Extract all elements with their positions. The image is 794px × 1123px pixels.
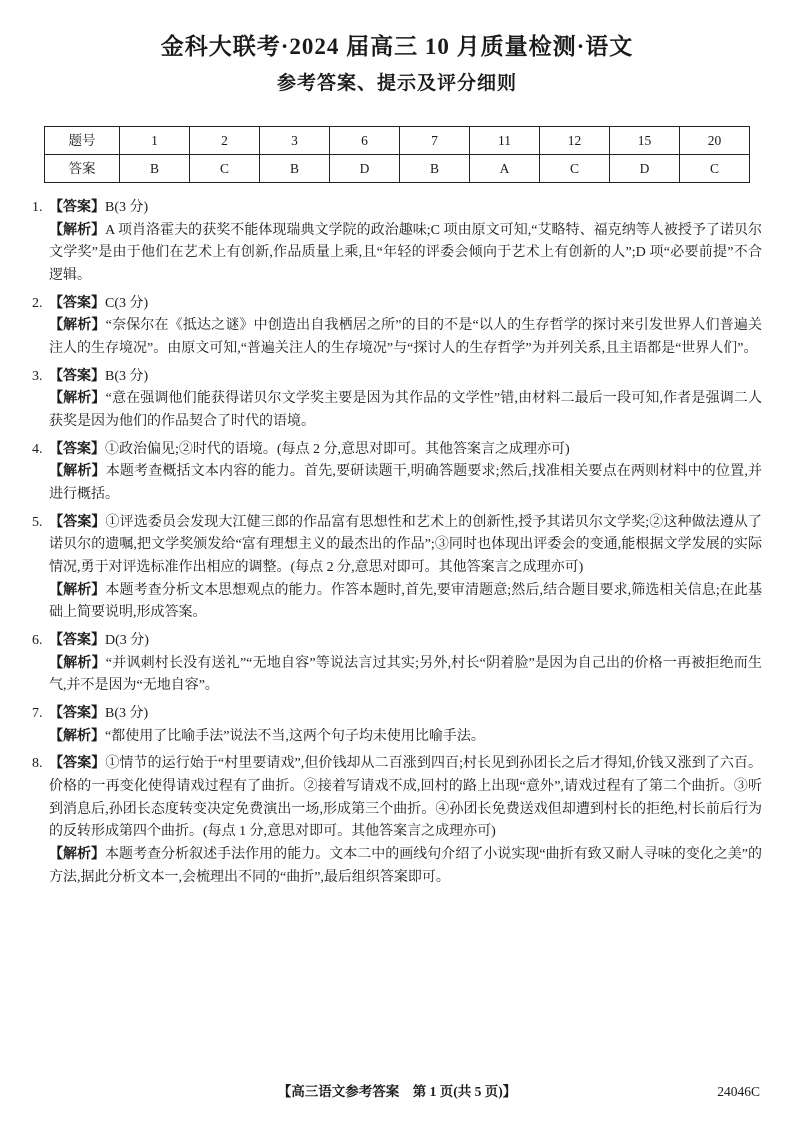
analysis-tag: 【解析】	[49, 318, 106, 334]
document-subtitle: 参考答案、提示及评分细则	[276, 73, 517, 95]
analysis-text: “并讽刺村长没有送礼”“无地自容”等说法言过其实;另外,村长“阴着脸”是因为自己出的价格一再被拒绝而生气,并不是因为“无地自容”。	[49, 655, 763, 694]
analysis-text: 本题考查分析文本思想观点的能力。作答本题时,首先,要审清题意;然后,结合题目要求,筛选相关信息;在此基础上简要说明,形成答案。	[49, 582, 762, 621]
answer-line	[32, 197, 762, 220]
item-number: 6.	[32, 633, 43, 649]
answer-cell: A	[470, 155, 540, 183]
analysis-tag: 【解析】	[49, 582, 106, 598]
answer-text: ①情节的运行始于“村里要请戏”,但价钱却从二百涨到四百;村长见到孙团长之后才得知,价钱又涨到了六百。价格的一再变化使得请戏过程有了曲折。②接着写请戏不成,回村的路上出现“意外”,请戏过程有了第二个曲折。③听到消息后,孙团长态度转变决定免费演出一场,形成第三个曲折。④孙团长免费送戏但却遭到村长的拒绝,村长前后行为的反转形成第四个曲折。(每点 1 分,意思对即可。其他答案言之成理亦可)	[49, 756, 762, 840]
answer-item	[32, 293, 762, 361]
answer-cell: B	[260, 155, 330, 183]
answer-tag: 【答案】	[49, 633, 105, 649]
item-number: 8.	[32, 756, 43, 772]
answer-tag: 【答案】	[49, 441, 105, 457]
analysis-line	[32, 726, 762, 749]
answer-header: 答案	[45, 155, 120, 183]
answer-text: B(3 分)	[105, 368, 149, 384]
page-footer	[0, 1081, 794, 1103]
document-title: 金科大联考·2024 届高三 10 月质量检测·语文	[160, 34, 634, 59]
analysis-text: 本题考查分析叙述手法作用的能力。文本二中的画线句介绍了小说实现“曲折有致又耐人寻味的变化之美”的方法,据此分析文本一,会梳理出不同的“曲折”,最后组织答案即可。	[49, 847, 762, 885]
question-number-header: 题号	[45, 127, 120, 155]
answer-key-table	[44, 126, 750, 183]
analysis-text: “都使用了比喻手法”说法不当,这两个句子均未使用比喻手法。	[105, 728, 485, 744]
analysis-text: “奈保尔在《抵达之谜》中创造出自我栖居之所”的目的不是“以人的生存哲学的探讨来引发世界人们普遍关注人的生存境况”。由原文可知,“普遍关注人的生存境况”与“探讨人的生存哲学”为并列关系,且主语都是“世界人们”。	[49, 318, 762, 357]
answer-tag: 【答案】	[49, 514, 106, 530]
answer-item	[32, 753, 762, 889]
analysis-tag: 【解析】	[49, 847, 106, 863]
answer-line	[32, 366, 762, 389]
answer-line	[32, 512, 762, 580]
analysis-line	[32, 388, 762, 433]
answer-item	[32, 512, 762, 625]
footer-page-label: 【高三语文参考答案 第 1 页(共 5 页)】	[277, 1084, 517, 1100]
analysis-tag: 【解析】	[49, 728, 105, 744]
answer-text: ①评选委员会发现大江健三郎的作品富有思想性和艺术上的创新性,授予其诺贝尔文学奖;②这种做法遵从了诺贝尔的遗嘱,把文学奖颁发给“富有理想主义的最杰出的作品”;③同时也体现出评委会的变通,能根据文学发展的实际情况,勇于对评选标准作出相应的调整。(每点 2 分,意思对即可。其他答案言之成理亦可)	[49, 514, 763, 576]
item-number: 7.	[32, 706, 43, 722]
answer-tag: 【答案】	[49, 368, 105, 384]
answer-text: D(3 分)	[105, 633, 149, 649]
question-number-cell: 6	[330, 127, 400, 155]
item-number: 2.	[32, 295, 43, 311]
question-number-cell: 1	[120, 127, 190, 155]
analysis-text: A 项肖洛霍夫的获奖不能体现瑞典文学院的政治趣味;C 项由原文可知,“艾略特、福克纳等人被授予了诺贝尔文学奖”是由于他们在艺术上有创新,作品质量上乘,且“年轻的评委会倾向于艺术上有创新的人”;D 项“必要前提”不合逻辑。	[49, 222, 762, 284]
analysis-tag: 【解析】	[49, 464, 106, 480]
question-number-cell: 7	[400, 127, 470, 155]
answer-text: C(3 分)	[105, 295, 149, 311]
answer-tag: 【答案】	[49, 756, 106, 772]
answer-tag: 【答案】	[49, 200, 105, 216]
analysis-line	[32, 220, 762, 288]
answer-line	[32, 753, 762, 844]
question-number-cell: 12	[540, 127, 610, 155]
item-number: 1.	[32, 200, 43, 216]
analysis-tag: 【解析】	[49, 222, 106, 238]
item-number: 5.	[32, 514, 43, 530]
answer-line	[32, 630, 762, 653]
question-number-cell: 20	[680, 127, 750, 155]
answer-text: B(3 分)	[105, 706, 149, 722]
item-number: 3.	[32, 368, 43, 384]
question-number-cell: 15	[610, 127, 680, 155]
answer-item	[32, 703, 762, 748]
question-number-cell: 2	[190, 127, 260, 155]
answer-cell: C	[190, 155, 260, 183]
analysis-line	[32, 461, 762, 506]
answer-text: B(3 分)	[105, 200, 149, 216]
paper-code: 24046C	[717, 1084, 760, 1100]
question-number-cell: 11	[470, 127, 540, 155]
answer-tag: 【答案】	[49, 295, 105, 311]
answer-item	[32, 197, 762, 288]
answer-cell: C	[540, 155, 610, 183]
answer-cell: C	[680, 155, 750, 183]
question-number-cell: 3	[260, 127, 330, 155]
answer-cell: D	[610, 155, 680, 183]
analysis-text: 本题考查概括文本内容的能力。首先,要研读题干,明确答题要求;然后,找准相关要点在两则材料中的位置,并进行概括。	[49, 464, 762, 503]
answer-row	[45, 155, 750, 183]
answer-cell: D	[330, 155, 400, 183]
answer-tag: 【答案】	[49, 706, 105, 722]
item-number: 4.	[32, 441, 43, 457]
analysis-tag: 【解析】	[49, 655, 106, 671]
answer-line	[32, 293, 762, 316]
answer-cell: B	[400, 155, 470, 183]
answer-list	[32, 197, 762, 889]
answer-item	[32, 630, 762, 698]
analysis-tag: 【解析】	[49, 391, 106, 407]
answer-item	[32, 366, 762, 434]
analysis-line	[32, 653, 762, 698]
analysis-line	[32, 844, 762, 889]
analysis-line	[32, 580, 762, 625]
analysis-line	[32, 315, 762, 360]
answer-line	[32, 703, 762, 726]
answer-line	[32, 439, 762, 462]
answer-item	[32, 439, 762, 507]
answer-text: ①政治偏见;②时代的语境。(每点 2 分,意思对即可。其他答案言之成理亦可)	[105, 441, 570, 457]
analysis-text: “意在强调他们能获得诺贝尔文学奖主要是因为其作品的文学性”错,由材料二最后一段可知,作者是强调二人获奖是因为他们的作品契合了时代的语境。	[49, 391, 762, 430]
question-number-row	[45, 127, 750, 155]
answer-cell: B	[120, 155, 190, 183]
